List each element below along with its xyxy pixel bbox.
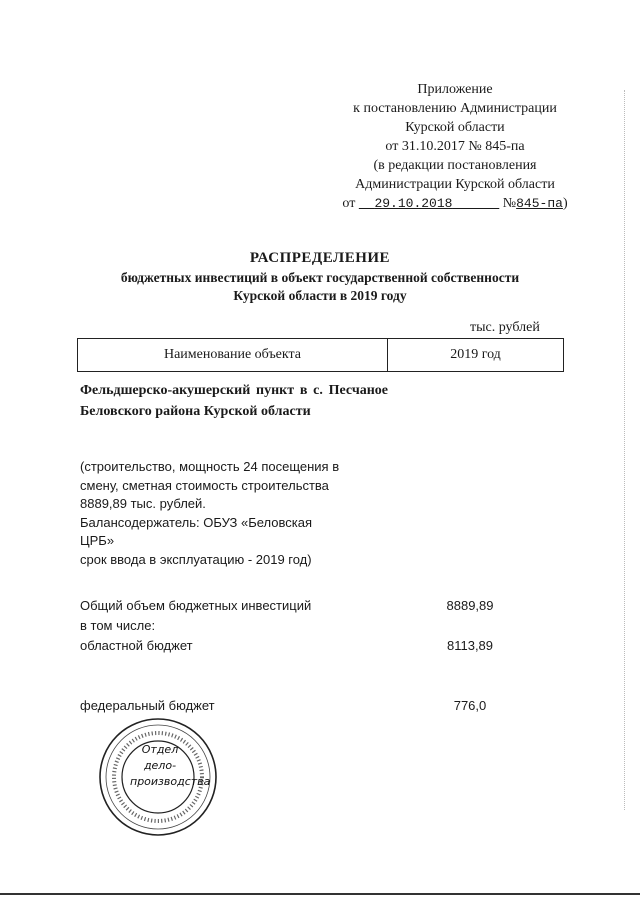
document-title: РАСПРЕДЕЛЕНИЕ bbox=[249, 250, 391, 266]
stamp-text bbox=[130, 742, 211, 790]
document-subtitle-1: бюджетных инвестиций в объект государственной собственности bbox=[120, 270, 520, 285]
header-line-resolution: к постановлению Администрации bbox=[353, 101, 557, 116]
scan-bottom-edge bbox=[0, 893, 640, 895]
stamp-line: дело- bbox=[143, 759, 177, 772]
total-value: 8889,89 bbox=[446, 598, 494, 613]
including-label: в том числе: bbox=[80, 618, 156, 633]
header-line-original-date: от 31.10.2017 № 845-па bbox=[385, 139, 525, 154]
date-prefix: от bbox=[342, 196, 356, 211]
column-header-name: Наименование объекта bbox=[78, 339, 388, 371]
edition-number: 845-па bbox=[516, 196, 563, 211]
number-prefix: № bbox=[502, 196, 517, 211]
units-label: тыс. рублей bbox=[470, 320, 540, 335]
table-header bbox=[77, 338, 564, 372]
object-name: Фельдшерско-акушерский пункт в с. Песчаное Беловского района Курской области bbox=[80, 383, 388, 419]
federal-budget-value: 776,0 bbox=[453, 698, 487, 713]
edition-date-value: 29.10.2018 bbox=[374, 196, 453, 211]
federal-budget-label: федеральный бюджет bbox=[80, 698, 215, 713]
header-edition-date-line: от 29.10.2018 №845-па) bbox=[342, 196, 568, 211]
total-label: Общий объем бюджетных инвестиций bbox=[80, 598, 312, 613]
object-description bbox=[80, 458, 370, 569]
desc-line: ЦРБ» bbox=[80, 533, 115, 548]
document-subtitle-2: Курской области в 2019 году bbox=[233, 288, 407, 303]
stamp-line: производства bbox=[130, 775, 211, 788]
desc-line: срок ввода в эксплуатацию - 2019 год) bbox=[80, 551, 312, 567]
desc-line: 8889,89 тыс. рублей. bbox=[80, 496, 206, 511]
desc-line: (строительство, мощность 24 посещения в bbox=[80, 459, 340, 474]
desc-line: смену, сметная стоимость строительства bbox=[80, 477, 329, 493]
header-line-region: Курской области bbox=[405, 120, 505, 135]
scan-edge-marks bbox=[624, 90, 627, 810]
desc-line: Балансодержатель: ОБУЗ «Беловская bbox=[80, 514, 313, 530]
header-line-administration: Администрации Курской области bbox=[355, 177, 555, 192]
column-header-year: 2019 год bbox=[450, 347, 501, 362]
header-line-appendix: Приложение bbox=[417, 82, 493, 97]
appendix-header bbox=[330, 80, 580, 213]
regional-budget-value: 8113,89 bbox=[446, 638, 494, 653]
header-line-edition: (в редакции постановления bbox=[373, 158, 537, 173]
stamp-line: Отдел bbox=[141, 743, 179, 756]
regional-budget-label: областной бюджет bbox=[80, 638, 193, 653]
edition-date bbox=[359, 196, 499, 211]
